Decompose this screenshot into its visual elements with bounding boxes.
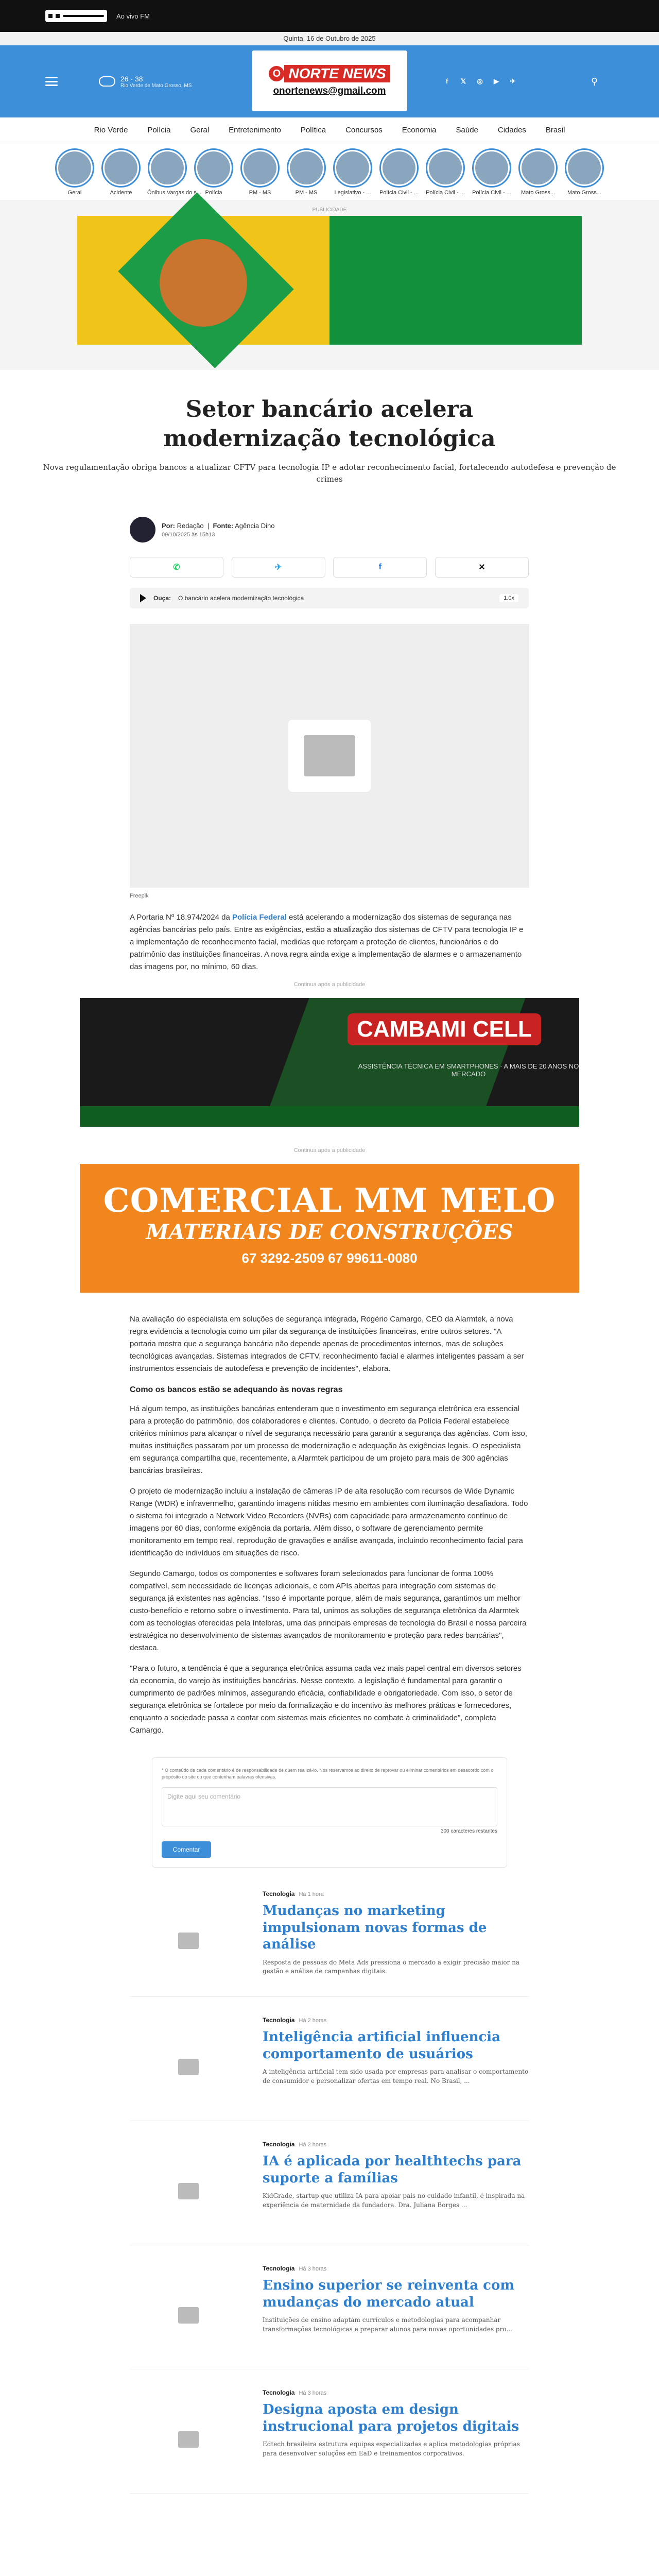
- article-subheading: Como os bancos estão se adequando às novas regras: [130, 1385, 343, 1395]
- telegram-icon: ✈: [274, 563, 282, 572]
- comment-box: [152, 1757, 507, 1868]
- cambami-ad[interactable]: [80, 998, 579, 1127]
- related-news: [130, 1882, 529, 2494]
- weather-widget: [99, 75, 192, 89]
- volume-bar[interactable]: [63, 15, 104, 17]
- image-placeholder-icon: [178, 1933, 199, 1949]
- nav-item[interactable]: Política: [300, 126, 326, 134]
- char-counter: 300 caracteres restantes: [440, 1828, 497, 1835]
- logo-mark: O: [269, 66, 284, 81]
- news-excerpt: Instituições de ensino adaptam currículos e metodologias para acompanhar transformações tecnológicas e preparar alunos para novas oportunidades pro...: [263, 2316, 512, 2333]
- news-title[interactable]: Ensino superior se reinventa com mudanças do mercado atual: [263, 2278, 514, 2310]
- news-item[interactable]: Tecnologia Há 3 horas Designa aposta em design instrucional para projetos digitais Edtech brasileira estrutura equipes especializadas e aplica metodologias próprias para desenvolver soluções em EaD e treinamentos corporativos.: [130, 2381, 529, 2494]
- social-links: [443, 77, 517, 86]
- ad-brand: CAMBAMI CELL: [348, 1013, 541, 1045]
- news-item[interactable]: Tecnologia Há 2 horas IA é aplicada por healthtechs para suporte a famílias KidGrade, startup que utiliza IA para apoiar pais no cuidado infantil, é inspirada na experiência de maternidade da fundadora. Dra. Juliana Borges ...: [130, 2132, 529, 2245]
- story-item[interactable]: PM - MS: [240, 148, 280, 200]
- news-thumbnail[interactable]: [130, 2282, 247, 2348]
- weather-city: Rio Verde de Mato Grosso, MS: [120, 82, 192, 89]
- news-thumbnail[interactable]: [130, 2034, 247, 2100]
- facebook-icon: f: [378, 563, 381, 572]
- news-item[interactable]: Tecnologia Há 1 hora Mudanças no marketing impulsionam novas formas de análise Resposta de pessoas do Meta Ads pressiona o mercado a exigir precisão maior na gestão e análise de campanhas digitais.: [130, 1882, 529, 1997]
- image-placeholder-icon: [304, 735, 355, 776]
- story-item[interactable]: Acidente: [101, 148, 141, 200]
- radio-player[interactable]: [45, 10, 107, 22]
- facebook-icon[interactable]: f: [445, 77, 448, 85]
- nav-item[interactable]: Concursos: [345, 126, 383, 134]
- news-title[interactable]: Designa aposta em design instrucional para projetos digitais: [263, 2402, 519, 2434]
- mid-ad-1: Continua após a publicidade CAMBAMI CELL ASSISTÊNCIA TÉCNICA EM SMARTPHONES · A MAIS DE 20 ANOS NO MERCADO: [0, 981, 659, 1127]
- news-title[interactable]: Mudanças no marketing impulsionam novas formas de análise: [263, 1903, 487, 1953]
- search-icon[interactable]: ⚲: [591, 76, 598, 87]
- stories-row: [0, 143, 659, 200]
- article-date: 09/10/2025 às 15h13: [162, 531, 215, 538]
- stop-icon[interactable]: [56, 14, 60, 18]
- nav-item[interactable]: Rio Verde: [94, 126, 128, 134]
- top-radio-bar: [0, 0, 659, 32]
- nav-item[interactable]: Economia: [402, 126, 437, 134]
- instagram-icon[interactable]: ◎: [477, 77, 483, 85]
- comment-input[interactable]: Digite aqui seu comentário: [162, 1787, 497, 1826]
- news-excerpt: Resposta de pessoas do Meta Ads pressiona o mercado a exigir precisão maior na gestão e análise de campanhas digitais.: [263, 1958, 520, 1975]
- image-placeholder-icon: [178, 2431, 199, 2448]
- story-item[interactable]: Polícia Civil - ...: [472, 148, 512, 200]
- news-item[interactable]: Tecnologia Há 2 horas Inteligência artificial influencia comportamento de usuários A inteligência artificial tem sido usada por empresas para analisar o comportamento de consumidor e personalizar ofertas em tempo real. No Brasil, ...: [130, 2008, 529, 2121]
- logo-name: NORTE NEWS: [284, 65, 390, 82]
- ad-subheadline: MATERIAIS DE CONSTRUÇÕES: [146, 1220, 513, 1245]
- mm-melo-ad[interactable]: [80, 1164, 579, 1293]
- image-placeholder-icon: [178, 2183, 199, 2199]
- story-item[interactable]: Geral: [55, 148, 95, 200]
- image-placeholder-icon: [178, 2059, 199, 2075]
- youtube-icon[interactable]: ▶: [494, 77, 499, 85]
- story-item[interactable]: Polícia Civil - ...: [379, 148, 419, 200]
- x-icon[interactable]: 𝕏: [460, 77, 466, 85]
- nav-item[interactable]: Saúde: [456, 126, 478, 134]
- story-item[interactable]: Legislativo - ...: [333, 148, 373, 200]
- article-body: A Portaria Nº 18.974/2024 da Polícia Federal está acelerando a modernização dos sistemas de segurança nas agências bancárias pelo país. Entre as exigências, estão a atualização dos sistemas de CFTV para tecnologia IP e a implementação de reconhecimento facial, medidas que reforçam a proteção de clientes, funcionários e do patrimônio das instituições financeiras. A nova regra ainda exige a implementação de alarmes e o armazenamento das imagens por, no mínimo, 60 dias.: [130, 913, 524, 972]
- x-share-button[interactable]: [435, 557, 529, 578]
- share-buttons: [130, 557, 529, 578]
- story-item[interactable]: Polícia: [194, 148, 234, 200]
- article-image: [130, 624, 529, 888]
- author-name: Redação: [177, 521, 204, 530]
- comment-note: * O conteúdo de cada comentário é de responsabilidade de quem realizá-lo. Nos reservamos ao direito de reprovar ou eliminar comentários em desacordo com o propósito do site ou que contenham palavras ofensivas.: [162, 1767, 494, 1780]
- audio-player: Ouça: O bancário acelera modernização tecnológica 1.0x: [130, 588, 529, 608]
- mid-ad-2: Continua após a publicidade COMERCIAL MM MELO MATERIAIS DE CONSTRUÇÕES 67 3292-2509 67 99611-0080: [0, 1147, 659, 1293]
- image-placeholder-icon: [178, 2307, 199, 2324]
- telegram-icon[interactable]: ✈: [510, 77, 516, 85]
- source-name: Agência Dino: [235, 521, 275, 530]
- nav-item[interactable]: Polícia: [147, 126, 171, 134]
- article-body-continued: Na avaliação do especialista em soluções de segurança integrada, Rogério Camargo, CEO da Alarmtek, a nova regra evidencia a tecnologia como um pilar da segurança de instituições financeiras, entre outros setores. "A portaria mostra que a segurança bancária não depende apenas de procedimentos internos, mas de soluções tecnológicas avançadas. Sistemas integrados de CFTV, reconhecimento facial e alarmes inteligentes passam a ser instrumentos essenciais de autodefesa e prevenção de incidentes", elabora. Como os bancos estão se adequando às novas regras Há algum tempo, as instituições bancárias entenderam que o investimento em segurança eletrônica era essencial para a proteção do patrimônio, dos colaboradores e clientes. Contudo, o decreto da Polícia Federal estabelece critérios mínimos para alcançar o nível de segurança necessário para garantir a segurança das agências. Com isso, muitas instituições passaram por um processo de modernização e adequação às exigências legais. O especialista em segurança compartilha que, recentemente, a Alarmtek participou de um projeto para mais de 300 agências bancárias brasileiras. O projeto de modernização incluiu a instalação de câmeras IP de alta resolução com recursos de Wide Dynamic Range (WDR) e infravermelho, garantindo imagens nítidas mesmo em ambientes com iluminação desafiadora. Todo o sistema foi integrado a Network Video Recorders (NVRs) com capacidade para armazenamento contínuo de imagens por 60 dias, conforme exigência da portaria. Além disso, o software de gerenciamento permite monitoramento em tempo real, reprodução de gravações e análise avançada, incluindo reconhecimento facial para identificação de indivíduos em situações de risco. Segundo Camargo, todos os componentes e softwares foram selecionados para funcionar de forma 100% compatível, sem necessidade de licenças adicionais, e com APIs abertas para integração com sistemas de segurança já existentes nas agências. "Isso é importante porque, além de mais segurança, garantimos um melhor custo-benefício e retorno sobre o investimento. Para tal, unimos as soluções de segurança eletrônica da Alarmtek com as tecnologias oferecidas pela Intelbras, uma das principais empresas de tecnologia do Brasil e nossa parceira estratégica no desenvolvimento de sistemas avançados de monitoramento e proteção para redes bancárias", destaca. "Para o futuro, a tendência é que a segurança eletrônica assuma cada vez mais papel central em diversos setores da economia, do varejo às instituições bancárias. Nesse contexto, a legislação é fundamental para garantir o cumprimento de padrões mínimos, assegurando eficácia, confiabilidade e obrigatoriedade. Com isso, o setor de segurança eletrônica se fortalece por meio da formalização e do incentivo às melhores práticas e fornecedores, enquanto a sociedade passa a contar com sistemas mais eficientes no combate à criminalidade", completa Camargo.: [130, 1315, 528, 1735]
- x-icon: ✕: [478, 563, 485, 572]
- ad-person-image: [160, 239, 247, 327]
- ad-phones: 67 3292-2509 67 99611-0080: [241, 1250, 418, 1266]
- nav-item[interactable]: Entretenimento: [229, 126, 281, 134]
- speed-button[interactable]: 1.0x: [499, 594, 518, 602]
- radio-status: Ao vivo FM: [116, 12, 150, 20]
- top-ad-area: [0, 200, 659, 370]
- cloud-icon: [99, 76, 115, 87]
- news-excerpt: KidGrade, startup que utiliza IA para apoiar pais no cuidado infantil, é inspirada na experiência de maternidade da fundadora. Dra. Juliana Borges ...: [263, 2192, 525, 2209]
- nav-item[interactable]: Brasil: [545, 126, 565, 134]
- story-item[interactable]: Polícia Civil - ...: [425, 148, 465, 200]
- play-icon[interactable]: [48, 14, 53, 18]
- logo-email: onortenews@gmail.com: [273, 86, 386, 96]
- article-subtitle: Nova regulamentação obriga bancos a atualizar CFTV para tecnologia IP e adotar reconhecimento facial, fortalecendo autodefesa e prevenção de crimes: [43, 463, 616, 484]
- main-nav: [0, 117, 659, 143]
- nav-item[interactable]: Cidades: [497, 126, 526, 134]
- article-title: Setor bancário acelera modernização tecnológica: [163, 396, 496, 452]
- news-item[interactable]: Tecnologia Há 3 horas Ensino superior se reinventa com mudanças do mercado atual Instituições de ensino adaptam currículos e metodologias para acompanhar transformações tecnológicas e preparar alunos para novas oportunidades pro...: [130, 2257, 529, 2369]
- story-item[interactable]: PM - MS: [286, 148, 326, 200]
- site-header: [0, 45, 659, 117]
- top-ad-banner[interactable]: [77, 216, 582, 345]
- telegram-share-button[interactable]: [232, 557, 325, 578]
- whatsapp-share-button[interactable]: [130, 557, 223, 578]
- news-thumbnail[interactable]: [130, 2158, 247, 2224]
- facebook-share-button[interactable]: [333, 557, 427, 578]
- date-bar: Quinta, 16 de Outubro de 2025: [0, 32, 659, 45]
- news-title[interactable]: Inteligência artificial influencia comportamento de usuários: [263, 2029, 501, 2062]
- site-logo[interactable]: [252, 50, 407, 111]
- author-avatar: [130, 517, 155, 543]
- news-title[interactable]: IA é aplicada por healthtechs para suporte a famílias: [263, 2154, 522, 2186]
- ad-label: PUBLICIDADE: [312, 207, 347, 213]
- image-caption: Freepik: [130, 893, 149, 900]
- ad-headline: COMERCIAL MM MELO: [103, 1181, 556, 1221]
- article-byline: Por: Redação | Fonte: Agência Dino 09/10/2025 às 15h13: [130, 517, 659, 543]
- weather-temps: 26 · 38: [120, 74, 143, 83]
- comment-submit-button[interactable]: Comentar: [162, 1841, 211, 1858]
- audio-title: O bancário acelera modernização tecnológica: [178, 595, 304, 602]
- play-icon[interactable]: [140, 594, 146, 602]
- story-item[interactable]: Mato Gross...: [564, 148, 604, 200]
- news-thumbnail[interactable]: [130, 2406, 247, 2472]
- inline-link[interactable]: Polícia Federal: [232, 913, 287, 922]
- news-excerpt: A inteligência artificial tem sido usada por empresas para analisar o comportamento de consumidor e personalizar ofertas em tempo real. No Brasil, ...: [263, 2068, 529, 2084]
- news-excerpt: Edtech brasileira estrutura equipes especializadas e aplica metodologias próprias para desenvolver soluções em EaD e treinamentos corporativos.: [263, 2441, 520, 2457]
- news-thumbnail[interactable]: [130, 1908, 247, 1974]
- ad-tagline: ASSISTÊNCIA TÉCNICA EM SMARTPHONES · A MAIS DE 20 ANOS NO MERCADO: [358, 1062, 579, 1078]
- story-item[interactable]: Mato Gross...: [518, 148, 558, 200]
- menu-icon[interactable]: [45, 77, 58, 86]
- story-item[interactable]: Ônibus Vargas do s...: [147, 148, 187, 200]
- nav-item[interactable]: Geral: [190, 126, 210, 134]
- whatsapp-icon: ✆: [173, 563, 180, 572]
